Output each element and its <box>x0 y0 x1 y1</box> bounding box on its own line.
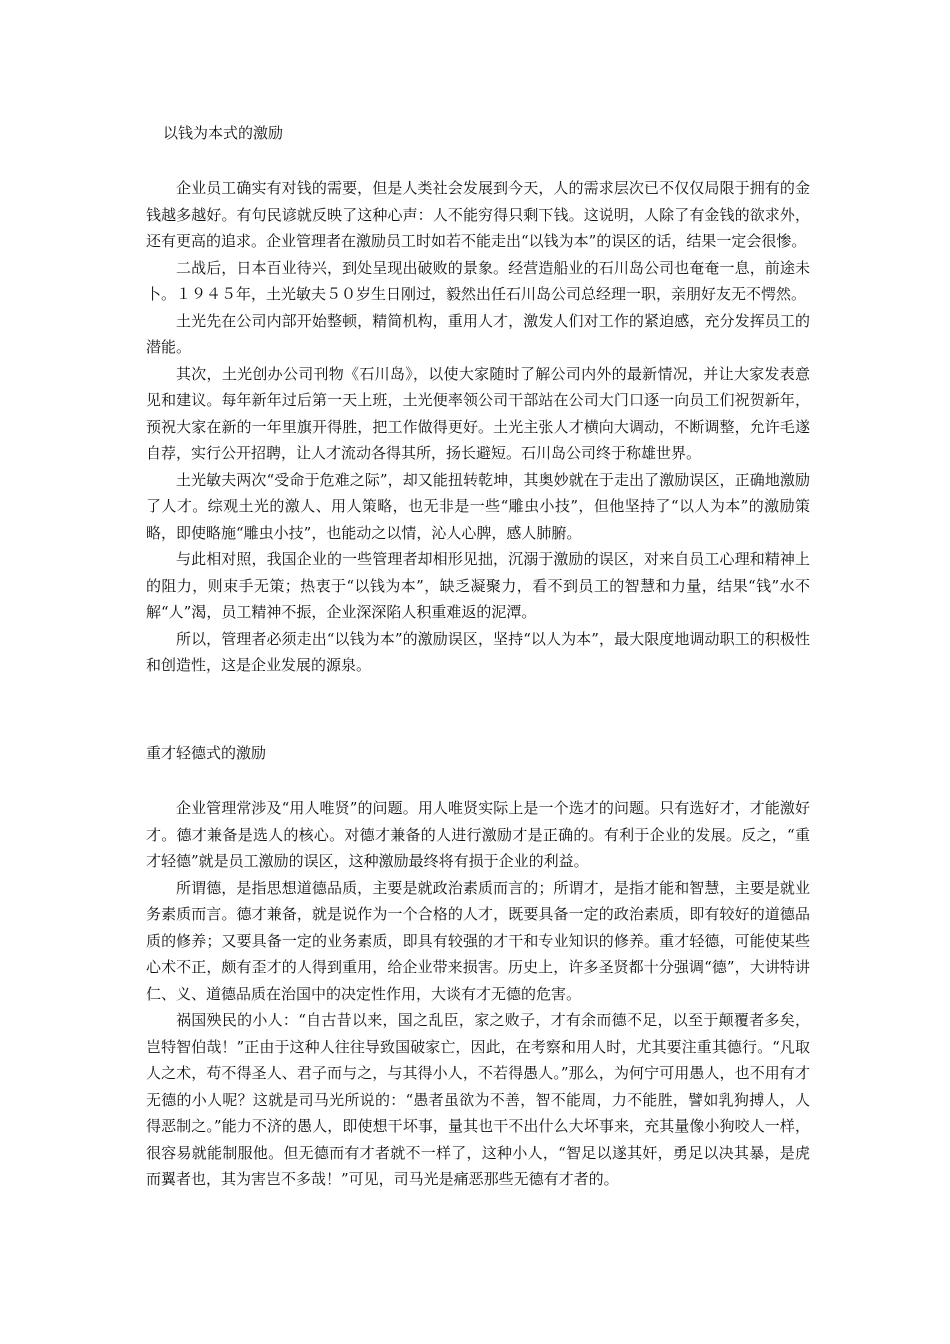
paragraph: 所以，管理者必须走出“以钱为本”的激励误区，坚持“以人为本”，最大限度地调动职工的积极性和创造性，这是企业发展的源泉。 <box>146 629 810 674</box>
section-heading-money-based-incentive: 以钱为本式的激励 <box>163 124 284 142</box>
section-body-money-based-incentive <box>146 175 810 679</box>
paragraph: 企业员工确实有对钱的需要，但是人类社会发展到今天，人的需求层次已不仅仅局限于拥有的金钱越多越好。有句民谚就反映了这种心声：人不能穷得只剩下钱。这说明，人除了有金钱的欲求外，还有更高的追求。企业管理者在激励员工时如若不能走出“以钱为本”的误区的话，结果一定会很惨。 <box>146 179 810 250</box>
paragraph: 祸国殃民的小人：“自古昔以来，国之乱臣，家之败子，才有余而德不足，以至于颠覆者多矣，岂特智伯哉！”正由于这种人往往导致国破家亡，因此，在考察和用人时，尤其要注重其德行。“凡取人之术，苟不得圣人、君子而与之，与其得小人，不若得愚人。”那么，为何宁可用愚人，也不用有才无德的小人呢？这就是司马光所说的：“愚者虽欲为不善，智不能周，力不能胜，譬如乳狗搏人，人得恶制之。”能力不济的愚人，即使想干坏事，量其也干不出什么大坏事来，充其量像小狗咬人一样，很容易就能制服他。但无德而有才者就不一样了，这种小人，“智足以遂其奸，勇足以决其暴，是虎而翼者也，其为害岂不多哉！”可见，司马光是痛恶那些无德有才者的。 <box>146 1011 810 1188</box>
paragraph: 土光敏夫两次“受命于危难之际”，却又能扭转乾坤，其奥妙就在于走出了激励误区，正确地激励了人才。综观土光的激人、用人策略，也无非是一些“雕虫小技”，但他坚持了“以人为本”的激励策略，即使略施“雕虫小技”，也能动之以情，沁人心脾，感人肺腑。 <box>146 470 810 542</box>
paragraph: 二战后，日本百业待兴，到处呈现出破败的景象。经营造船业的石川岛公司也奄奄一息，前途未卜。１９４５年，土光敏夫５０岁生日刚过，毅然出任石川岛公司总经理一职，亲朋好友无不愕然。 <box>146 258 810 303</box>
paragraph: 土光先在公司内部开始整顿，精简机构，重用人才，激发人们对工作的紧迫感，充分发挥员工的潜能。 <box>146 311 810 356</box>
section-body-talent-over-virtue-incentive <box>146 795 810 1193</box>
paragraph: 其次，土光创办公司刊物《石川岛》，以使大家随时了解公司内外的最新情况，并让大家发表意见和建议。每年新年过后第一天上班，土光便率领公司干部站在公司大门口逐一向员工们祝贺新年，预祝大家在新的一年里旗开得胜，把工作做得更好。土光主张人才横向大调动，不断调整，允许毛遂自荐，实行公开招聘，让人才流动各得其所，扬长避短。石川岛公司终于称雄世界。 <box>146 364 810 462</box>
section-heading-talent-over-virtue-incentive: 重才轻德式的激励 <box>146 744 267 762</box>
paragraph: 所谓德，是指思想道德品质，主要是就政治素质而言的；所谓才，是指才能和智慧，主要是就业务素质而言。德才兼备，就是说作为一个合格的人才，既要具备一定的政治素质，即有较好的道德品质的修养；又要具备一定的业务素质，即具有较强的才干和专业知识的修养。重才轻德，可能使某些心术不正，颇有歪才的人得到重用，给企业带来损害。历史上，许多圣贤都十分强调“德”，大讲特讲仁、义、道德品质在治国中的决定性作用，大谈有才无德的危害。 <box>146 878 810 1003</box>
paragraph: 与此相对照，我国企业的一些管理者却相形见拙，沉溺于激励的误区，对来自员工心理和精神上的阻力，则束手无策；热衷于“以钱为本”，缺乏凝聚力，看不到员工的智慧和力量，结果“钱”水不解“人”渴，员工精神不振，企业深深陷人积重难返的泥潭。 <box>146 550 810 621</box>
paragraph: 企业管理常涉及“用人唯贤”的问题。用人唯贤实际上是一个选才的问题。只有选好才，才能激好才。德才兼备是选人的核心。对德才兼备的人进行激励才是正确的。有利于企业的发展。反之，“重才轻德”就是员工激励的误区，这种激励最终将有损于企业的利益。 <box>146 799 810 870</box>
